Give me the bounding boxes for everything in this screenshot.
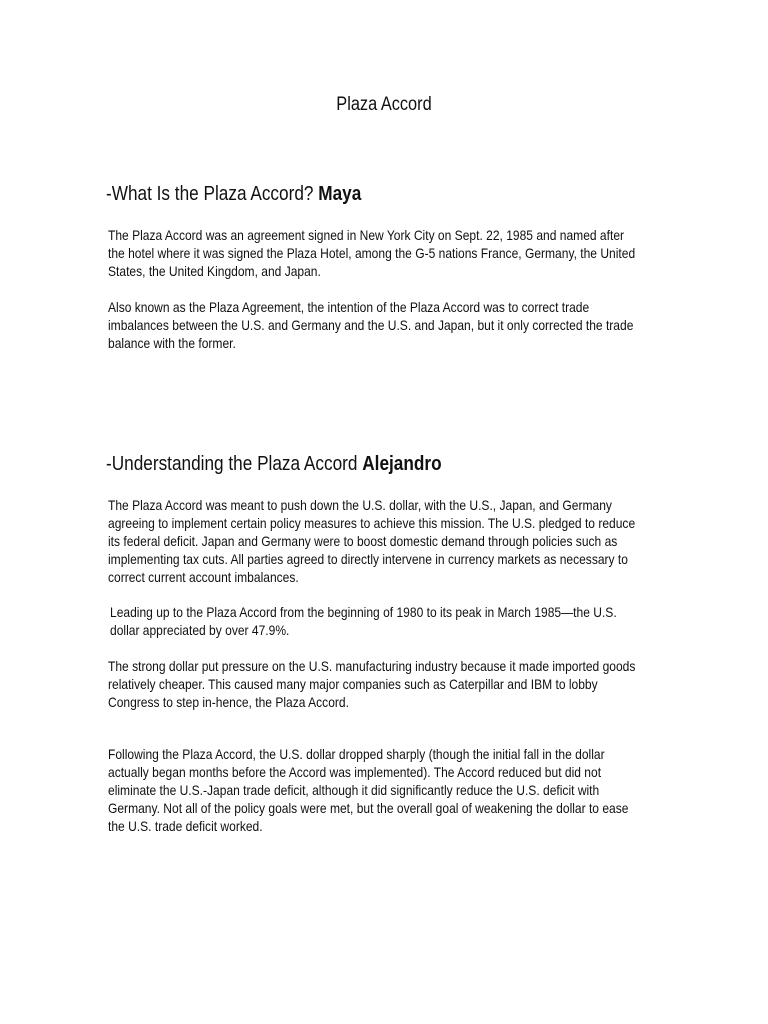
paragraph-line: the hotel where it was signed the Plaza Hotel, among the G-5 nations France, Germany, the United — [108, 245, 636, 261]
paragraph-line: the U.S. trade deficit worked. — [108, 818, 263, 834]
paragraph-line: actually began months before the Accord was implemented). The Accord reduced but did not — [108, 764, 602, 780]
section-author: Maya — [318, 183, 362, 205]
paragraph-line: Leading up to the Plaza Accord from the beginning of 1980 to its peak in March 1985—the U.S. — [110, 604, 617, 620]
paragraph-line: States, the United Kingdom, and Japan. — [108, 263, 321, 279]
paragraph-line: its federal deficit. Japan and Germany were to boost domestic demand through policies such as — [108, 533, 618, 549]
paragraph-line: The strong dollar put pressure on the U.S. manufacturing industry because it made imported goods — [108, 658, 636, 674]
section-heading-understanding — [106, 453, 442, 476]
paragraph-line: relatively cheaper. This caused many major companies such as Caterpillar and IBM to lobby — [108, 676, 598, 692]
paragraph-line: implementing tax cuts. All parties agreed to directly intervene in currency markets as necessary to — [108, 551, 628, 567]
paragraph-line: The Plaza Accord was meant to push down the U.S. dollar, with the U.S., Japan, and Germany — [108, 497, 612, 513]
paragraph-line: Congress to step in-hence, the Plaza Accord. — [108, 694, 349, 710]
paragraph-1 — [108, 226, 658, 280]
paragraph-line: correct current account imbalances. — [108, 569, 299, 585]
paragraph-line: The Plaza Accord was an agreement signed in New York City on Sept. 22, 1985 and named after — [108, 227, 625, 243]
paragraph-line: agreeing to implement certain policy measures to achieve this mission. The U.S. pledged to reduce — [108, 515, 636, 531]
paragraph-line: Following the Plaza Accord, the U.S. dollar dropped sharply (though the initial fall in the dollar — [108, 746, 605, 762]
paragraph-6 — [108, 745, 658, 835]
paragraph-2 — [108, 298, 658, 352]
section-heading-text: -Understanding the Plaza Accord — [106, 453, 358, 475]
paragraph-line: Germany. Not all of the policy goals were met, but the overall goal of weakening the dollar to ease — [108, 800, 629, 816]
paragraph-line: dollar appreciated by over 47.9%. — [110, 622, 290, 638]
paragraph-3 — [108, 496, 658, 586]
section-heading-text: -What Is the Plaza Accord? — [106, 183, 314, 205]
paragraph-line: eliminate the U.S.-Japan trade deficit, although it did significantly reduce the U.S. deficit with — [108, 782, 600, 798]
paragraph-line: Also known as the Plaza Agreement, the intention of the Plaza Accord was to correct trade — [108, 299, 590, 315]
document-title: Plaza Accord — [336, 94, 432, 115]
section-heading-what-is — [106, 183, 361, 206]
paragraph-4 — [110, 603, 660, 639]
paragraph-line: imbalances between the U.S. and Germany and the U.S. and Japan, but it only corrected the trade — [108, 317, 634, 333]
paragraph-line: balance with the former. — [108, 335, 236, 351]
paragraph-5 — [108, 657, 658, 711]
section-author: Alejandro — [362, 453, 442, 475]
